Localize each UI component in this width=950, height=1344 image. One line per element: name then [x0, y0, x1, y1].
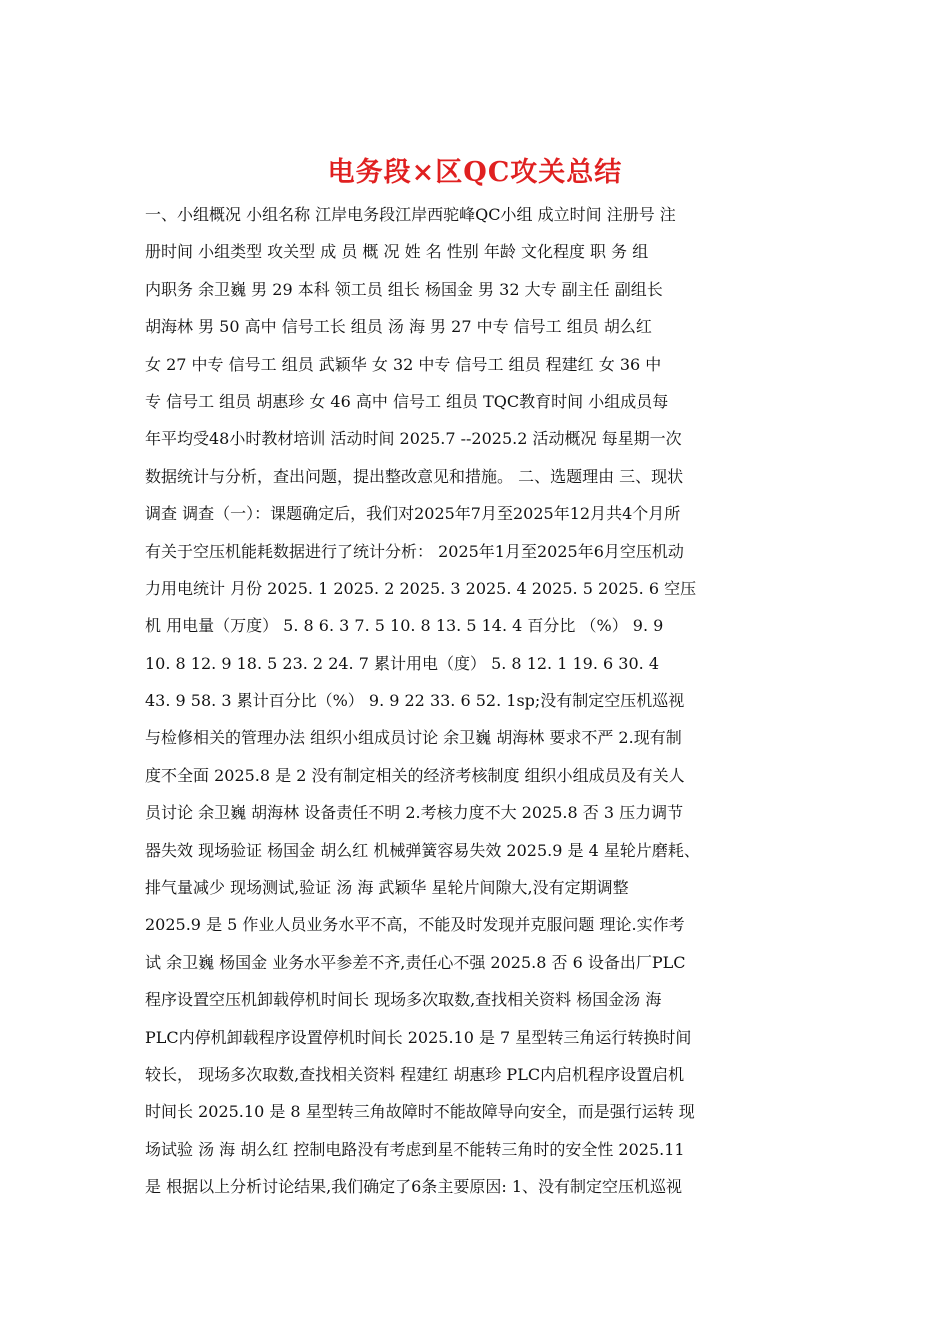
body-line: 是 根据以上分析讨论结果,我们确定了6条主要原因: 1、没有制定空压机巡视 [145, 1177, 683, 1197]
body-line: 数据统计与分析，查出问题，提出整改意见和措施。 二、选题理由 三、现状 [145, 466, 684, 486]
body-line: 试 余卫巍 杨国金 业务水平参差不齐,责任心不强 2025.8 否 6 设备出厂PLC [145, 952, 686, 972]
body-line: 女 27 中专 信号工 组员 武颖华 女 32 中专 信号工 组员 程建红 女 36 中 [145, 354, 662, 374]
body-line: 时间长 2025.10 是 8 星型转三角故障时不能故障导向安全，而是强行运转 现 [145, 1102, 695, 1122]
body-line: 度不全面 2025.8 是 2 没有制定相关的经济考核制度 组织小组成员及有关人 [145, 765, 685, 785]
body-line: 年平均受48小时教材培训 活动时间 2025.7 --2025.2 活动概况 每星期一次 [145, 429, 682, 449]
body-line: 场试验 汤 海 胡么红 控制电路没有考虑到星不能转三角时的安全性 2025.11 [145, 1139, 685, 1159]
body-line: 机 用电量（万度） 5. 8 6. 3 7. 5 10. 8 13. 5 14. 4 百分比 （%） 9. 9 [145, 616, 664, 636]
body-line: 程序设置空压机卸载停机时间长 现场多次取数,查找相关资料 杨国金汤 海 [145, 990, 662, 1010]
body-line: 与检修相关的管理办法 组织小组成员讨论 余卫巍 胡海林 要求不严 2.现有制 [145, 728, 682, 748]
body-line: 有关于空压机能耗数据进行了统计分析： 2025年1月至2025年6月空压机动 [145, 541, 684, 561]
body-line: 专 信号工 组员 胡惠珍 女 46 高中 信号工 组员 TQC教育时间 小组成员每 [145, 391, 669, 411]
body-line: 10. 8 12. 9 18. 5 23. 2 24. 7 累计用电（度） 5. 8 12. 1 19. 6 30. 4 [145, 653, 659, 673]
body-line: 内职务 余卫巍 男 29 本科 领工员 组长 杨国金 男 32 大专 副主任 副组长 [145, 279, 663, 299]
body-line: 排气量减少 现场测试,验证 汤 海 武颖华 星轮片间隙大,没有定期调整 [145, 878, 629, 898]
body-line: 胡海林 男 50 高中 信号工长 组员 汤 海 男 27 中专 信号工 组员 胡么红 [145, 317, 652, 337]
body-line: 册时间 小组类型 攻关型 成 员 概 况 姓 名 性别 年龄 文化程度 职 务 组 [145, 242, 649, 262]
body-line: 器失效 现场验证 杨国金 胡么红 机械弹簧容易失效 2025.9 是 4 星轮片磨耗、 [145, 840, 700, 860]
document-title: 电务段×区QC攻关总结 [327, 157, 623, 188]
body-line: 调查 调查（一）：课题确定后，我们对2025年7月至2025年12月共4个月所 [145, 504, 681, 524]
body-line: 员讨论 余卫巍 胡海林 设备责任不明 2.考核力度不大 2025.8 否 3 压力调节 [145, 803, 684, 823]
body-line: 一、小组概况 小组名称 江岸电务段江岸西驼峰QC小组 成立时间 注册号 注 [145, 205, 676, 224]
body-line: 力用电统计 月份 2025. 1 2025. 2 2025. 3 2025. 4 2025. 5 2025. 6 空压 [145, 578, 697, 598]
body-line: 较长， 现场多次取数,查找相关资料 程建红 胡惠珍 PLC内启机程序设置启机 [145, 1064, 685, 1084]
document-body [145, 196, 815, 1206]
body-line: PLC内停机卸载程序设置停机时间长 2025.10 是 7 星型转三角运行转换时间 [145, 1027, 692, 1047]
body-line: 2025.9 是 5 作业人员业务水平不高，不能及时发现并克服问题 理论.实作考 [145, 915, 685, 935]
body-line: 43. 9 58. 3 累计百分比（%） 9. 9 22 33. 6 52. 1sp;没有制定空压机巡视 [145, 691, 685, 711]
